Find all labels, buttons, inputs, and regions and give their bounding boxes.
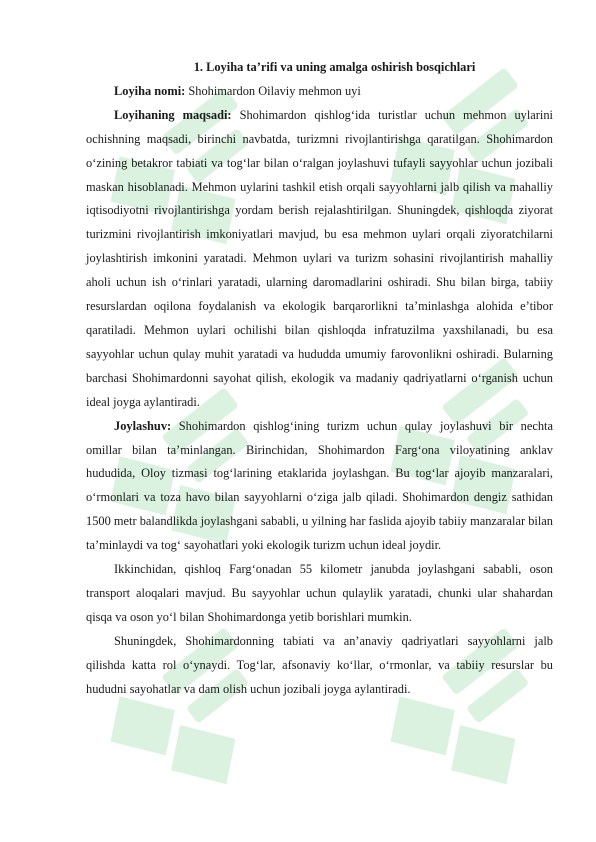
project-goal-paragraph — [86, 104, 553, 415]
third-reason-paragraph: Shuningdek, Shohimardonning tabiati va an’anaviy qadriyatlari sayyohlarni jalb qilishda katta rol o‘ynaydi. Tog‘lar, afsonaviy ko‘llar, o‘rmonlar, va tabiiy resurslar bu hududni sayohatlar va dam olish uchun jozibali joyga aylantiradi. — [86, 633, 553, 696]
location-label: Joylashuv: — [114, 418, 172, 433]
section-title: 1. Loyiha ta’rifi va uning amalga oshirish bosqichlari — [193, 60, 476, 74]
project-name-label: Loyiha nomi: — [114, 83, 186, 98]
project-name-value: Shohimardon Oilaviy mehmon uyi — [185, 83, 361, 98]
project-name-paragraph — [86, 80, 553, 104]
second-reason-paragraph: Ikkinchidan, qishloq Farg‘onadan 55 kilometr janubda joylashgani sababli, oson transport aloqalari mavjud. Bu sayyohlar uchun qulaylik yaratadi, chunki ular shahardan qisqa va oson yo‘l bilan Shohimardonga yetib borishlari mumkin. — [86, 562, 553, 624]
document-page — [86, 56, 553, 701]
project-goal-text: Shohimardon qishlog‘ida turistlar uchun mehmon uylarini ochishning maqsadi, birinchi navbatda, turizmni rivojlantirishga qaratilgan. Shohimardon o‘zining betakror tabiati va tog‘lar bilan o‘ralgan joylashuvi tufayli sayyohlar uchun jozibali maskan hisoblanadi. Mehmon uylarini tashkil etish orqali sayyohlarni jalb qilish va mahalliy iqtisodiyotni rivojlantirishga yordam berish rejalashtirilgan. Shuningdek, qishloqda ziyorat turizmini rivojlantirish imkoniyatlari mavjud, bu esa mehmon uylari orqali ziyoratchilarni joylashtirish imkonini yaratadi. Mehmon uylari va turizm sohasini rivojlantirish mahalliy aholi uchun ish o‘rinlari yaratadi, ularning daromadlarini oshiradi. Shu bilan birga, tabiiy resurslardan oqilona foydalanish va ekologik barqarorlikni ta’minlashga alohida e’tibor qaratiladi. Mehmon uylari ochilishi bilan qishloqda infratuzilma yaxshilanadi, bu esa sayyohlar uchun qulay muhit yaratadi va hududda umumiy farovonlikni oshiradi. Bularning barchasi Shohimardonni sayohat qilish, ekologik va madaniy qadriyatlarni o‘rganish uchun ideal joyga aylantiradi. — [86, 107, 553, 409]
project-goal-label: Loyihaning maqsadi: — [114, 107, 232, 122]
location-text: Shohimardon qishlog‘ining turizm uchun qulay joylashuvi bir nechta omillar bilan ta’minlangan. Birinchidan, Shohimardon Farg‘ona viloyatining anklav hududida, Oloy tizmasi tog‘larining etaklarida joylashgan. Bu tog‘lar ajoyib manzaralari, o‘rmonlari va toza havo bilan sayyohlarni o‘ziga jalb qiladi. Shohimardon dengiz sathidan 1500 metr balandlikda joylashgani sababli, u yilning har faslida ajoyib tabiiy manzaralar bilan ta’minlaydi va tog‘ sayohatlari yoki ekologik turizm uchun ideal joydir. — [86, 418, 553, 553]
location-paragraph — [86, 415, 553, 558]
